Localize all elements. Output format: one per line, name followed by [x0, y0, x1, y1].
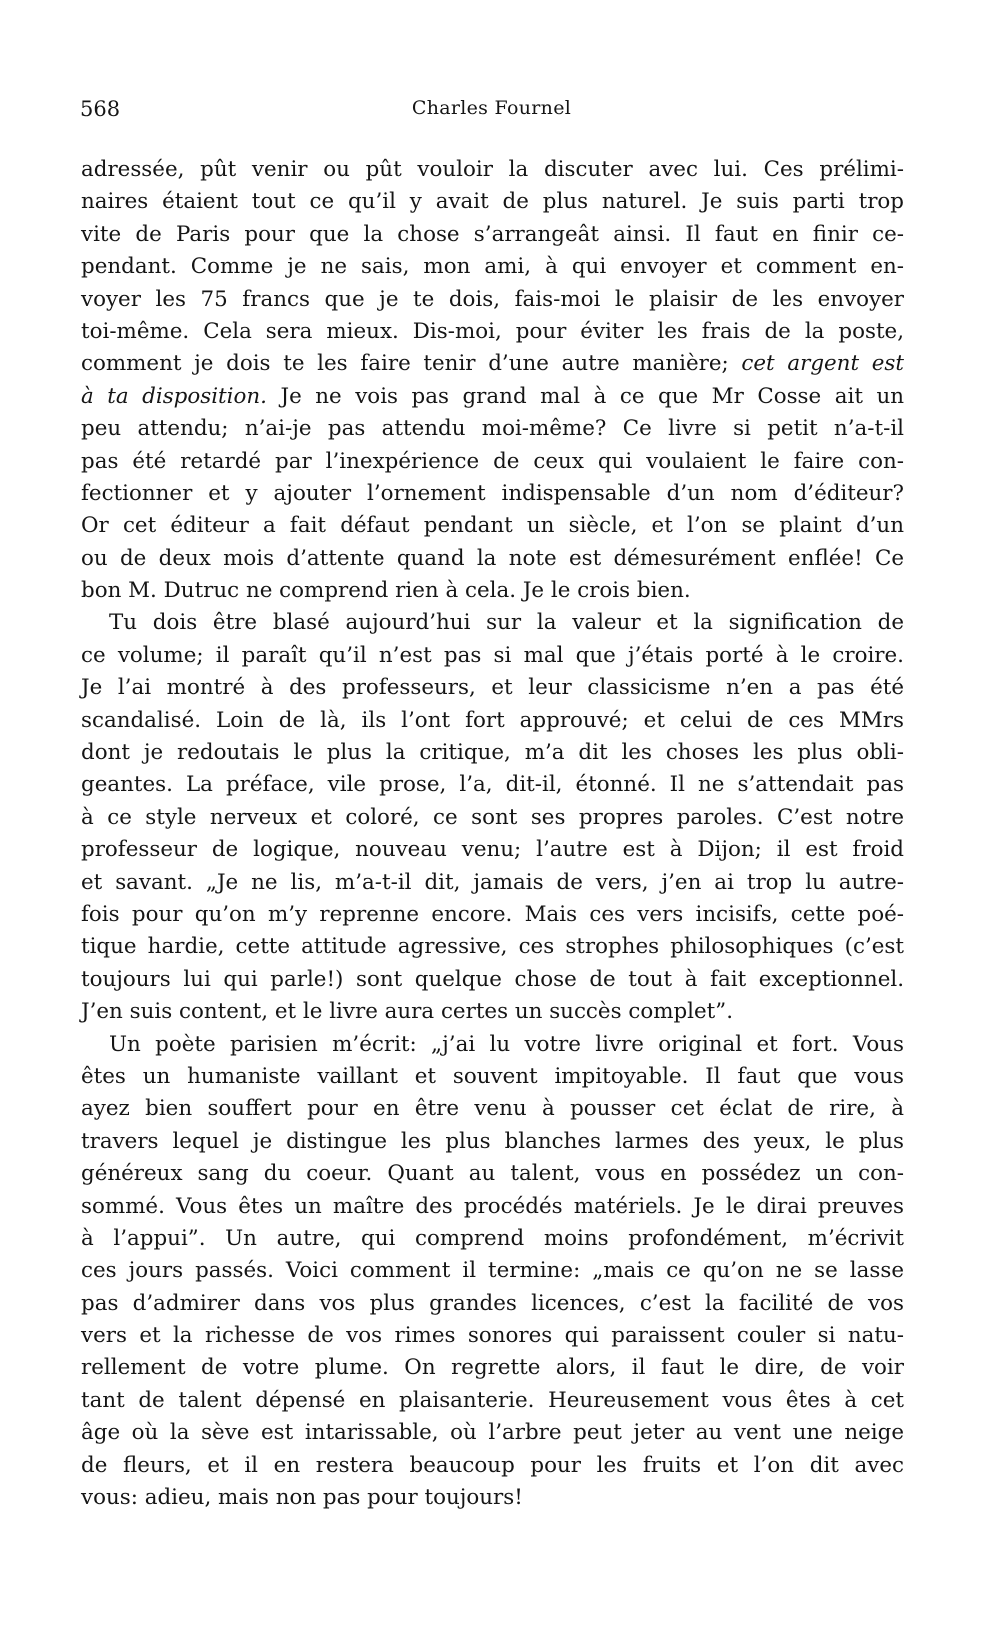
- text-line: [81, 413, 904, 445]
- line-text: Je ne vois pas grand mal à ce que Mr Cosse ait un: [266, 383, 904, 409]
- text-line: [81, 1288, 904, 1320]
- line-text: fois pour qu’on m’y reprenne encore. Mais ces vers incisifs, cette poé-: [81, 901, 904, 927]
- line-text: dont je redoutais le plus la critique, m’a dit les choses les plus obli-: [81, 740, 904, 766]
- body-text: [81, 154, 904, 1514]
- line-text: Je l’ai montré à des professeurs, et leur classicisme n’en a pas été: [81, 675, 904, 701]
- running-head: [80, 97, 903, 127]
- text-line: [81, 1029, 904, 1061]
- line-text: professeur de logique, nouveau venu; l’autre est à Dijon; il est froid: [81, 837, 904, 863]
- text-line: [81, 802, 904, 834]
- line-text: pas été retardé par l’inexpérience de ceux qui voulaient le faire con-: [81, 448, 904, 474]
- text-line: [81, 1223, 904, 1255]
- text-line: [81, 1352, 904, 1384]
- text-line: [81, 1482, 904, 1514]
- line-text: êtes un humaniste vaillant et souvent impitoyable. Il faut que vous: [81, 1063, 904, 1089]
- italic-text: à ta disposition.: [81, 383, 267, 409]
- text-line: [81, 316, 904, 348]
- italic-text: cet argent est: [741, 351, 904, 377]
- line-text: voyer les 75 francs que je te dois, fais-moi le plaisir de les envoyer: [81, 286, 904, 312]
- line-text: toujours lui qui parle!) sont quelque chose de tout à fait exceptionnel.: [81, 966, 904, 992]
- text-line: [81, 931, 904, 963]
- line-text: Un poète parisien m’écrit: „j’ai lu votre livre original et fort. Vous: [109, 1031, 904, 1057]
- line-text: ce volume; il paraît qu’il n’est pas si mal que j’étais porté à le croire.: [81, 642, 904, 668]
- text-line: [81, 737, 904, 769]
- line-text: adressée, pût venir ou pût vouloir la discuter avec lui. Ces prélimi-: [81, 157, 904, 182]
- text-line: [81, 996, 904, 1028]
- text-line: [81, 1126, 904, 1158]
- page-number: 568: [80, 97, 121, 121]
- line-text: comment je dois te les faire tenir d’une autre manière;: [81, 351, 742, 377]
- text-line: [81, 1158, 904, 1190]
- line-text: fectionner et y ajouter l’ornement indispensable d’un nom d’éditeur?: [81, 480, 904, 506]
- text-line: [81, 510, 904, 542]
- text-line: [81, 381, 904, 413]
- text-line: [81, 1061, 904, 1093]
- line-text: et savant. „Je ne lis, m’a-t-il dit, jamais de vers, j’en ai trop lu autre-: [81, 869, 904, 895]
- text-line: [81, 284, 904, 316]
- text-line: [81, 607, 904, 639]
- line-text: geantes. La préface, vile prose, l’a, dit-il, étonné. Il ne s’attendait pas: [81, 772, 904, 798]
- line-text: généreux sang du coeur. Quant au talent, vous en possédez un con-: [81, 1161, 904, 1187]
- line-text: vite de Paris pour que la chose s’arrangeât ainsi. Il faut en finir ce-: [81, 221, 904, 247]
- text-line: [81, 1417, 904, 1449]
- line-text: peu attendu; n’ai-je pas attendu moi-même? Ce livre si petit n’a-t-il: [81, 416, 904, 442]
- running-title: Charles Fournel: [411, 97, 572, 119]
- text-line: [81, 769, 904, 801]
- line-text: rellement de votre plume. On regrette alors, il faut le dire, de voir: [81, 1355, 904, 1381]
- line-text: sommé. Vous êtes un maître des procédés matériels. Je le dirai preuves: [81, 1193, 904, 1219]
- line-text: naires étaient tout ce qu’il y avait de plus naturel. Je suis parti trop: [81, 189, 904, 215]
- line-text: ayez bien souffert pour en être venu à pousser cet éclat de rire, à: [81, 1096, 904, 1122]
- line-text: à ce style nerveux et coloré, ce sont ses propres paroles. C’est notre: [81, 804, 904, 830]
- line-text: ou de deux mois d’attente quand la note est démesurément enflée! Ce: [81, 545, 904, 571]
- line-text: travers lequel je distingue les plus blanches larmes des yeux, le plus: [81, 1128, 904, 1154]
- text-line: [81, 186, 904, 218]
- text-line: [81, 867, 904, 899]
- line-text: Tu dois être blasé aujourd’hui sur la valeur et la signification de: [109, 610, 904, 636]
- text-line: [81, 251, 904, 283]
- line-text: vers et la richesse de vos rimes sonores qui paraissent couler si natu-: [81, 1323, 904, 1349]
- text-line: [81, 154, 904, 186]
- text-line: [81, 219, 904, 251]
- text-line: [81, 705, 904, 737]
- text-line: [81, 446, 904, 478]
- line-text: à l’appui”. Un autre, qui comprend moins profondément, m’écrivit: [81, 1225, 904, 1251]
- line-text: de fleurs, et il en restera beaucoup pour les fruits et l’on dit avec: [81, 1452, 904, 1478]
- text-line: [81, 899, 904, 931]
- text-line: [81, 1255, 904, 1287]
- text-line: [81, 543, 904, 575]
- text-line: [81, 672, 904, 704]
- text-line: [81, 348, 904, 380]
- text-line: [81, 964, 904, 996]
- text-line: [81, 1093, 904, 1125]
- text-line: [81, 1385, 904, 1417]
- line-text: toi-même. Cela sera mieux. Dis-moi, pour éviter les frais de la poste,: [81, 318, 904, 344]
- line-text: scandalisé. Loin de là, ils l’ont fort approuvé; et celui de ces MMrs: [81, 707, 904, 733]
- text-line: [81, 1450, 904, 1482]
- text-line: [81, 1191, 904, 1223]
- text-line: [81, 575, 904, 607]
- line-text: pendant. Comme je ne sais, mon ami, à qui envoyer et comment en-: [81, 254, 904, 280]
- text-line: [81, 640, 904, 672]
- line-text: bon M. Dutruc ne comprend rien à cela. Je le crois bien.: [81, 578, 691, 604]
- text-line: [81, 478, 904, 510]
- line-text: tant de talent dépensé en plaisanterie. Heureusement vous êtes à cet: [81, 1387, 904, 1413]
- text-line: [81, 1320, 904, 1352]
- line-text: J’en suis content, et le livre aura certes un succès complet”.: [81, 999, 734, 1025]
- line-text: pas d’admirer dans vos plus grandes licences, c’est la facilité de vos: [81, 1290, 904, 1316]
- line-text: ces jours passés. Voici comment il termine: „mais ce qu’on ne se lasse: [81, 1258, 904, 1284]
- line-text: âge où la sève est intarissable, où l’arbre peut jeter au vent une neige: [81, 1420, 904, 1446]
- line-text: vous: adieu, mais non pas pour toujours!: [81, 1485, 523, 1511]
- line-text: tique hardie, cette attitude agressive, ces strophes philosophiques (c’est: [81, 934, 904, 960]
- text-line: [81, 834, 904, 866]
- line-text: Or cet éditeur a fait défaut pendant un siècle, et l’on se plaint d’un: [81, 513, 904, 539]
